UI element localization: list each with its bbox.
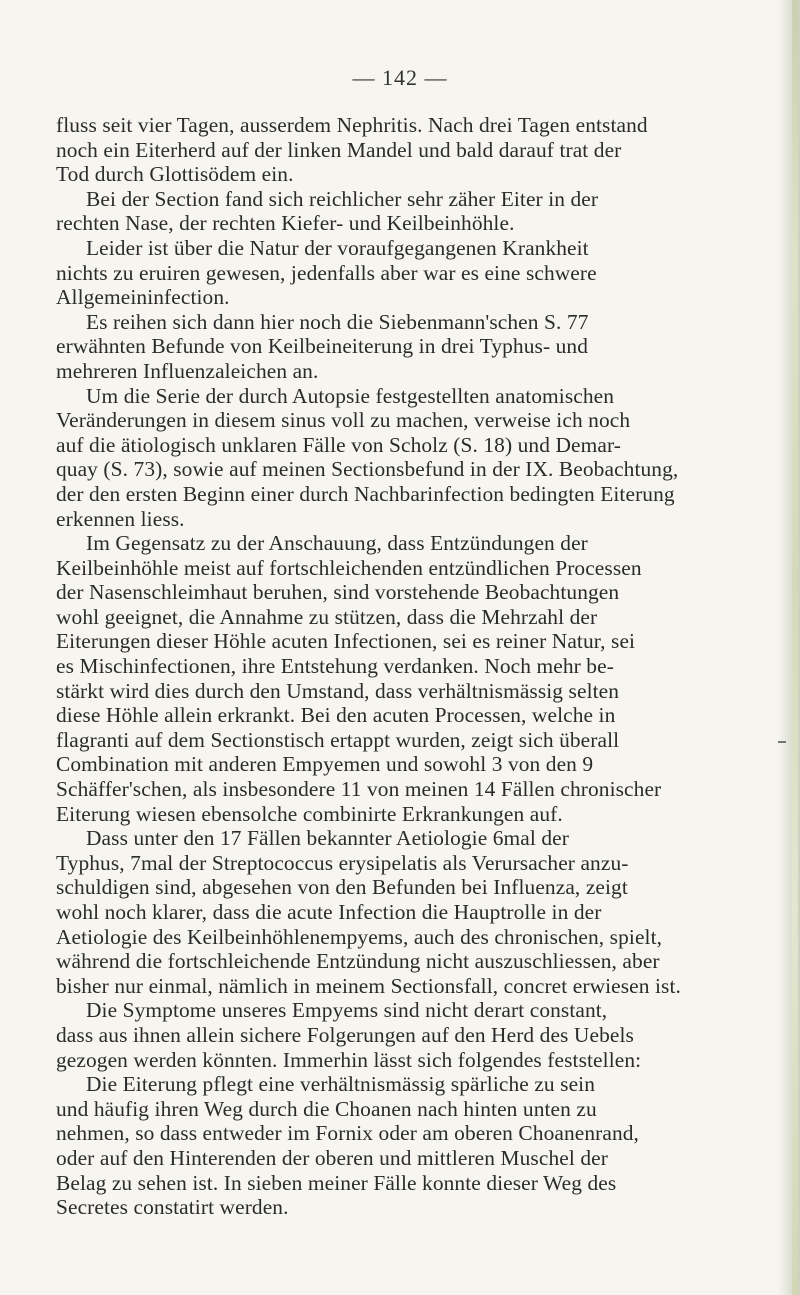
text-line: gezogen werden könnten. Immerhin lässt sich folgendes feststellen: <box>56 1047 642 1072</box>
text-line: nichts zu eruiren gewesen, jedenfalls aber war es eine schwere <box>56 260 597 285</box>
text-line: Typhus, 7mal der Streptococcus erysipelatis als Verursacher anzu- <box>56 850 629 875</box>
text-line: während die fortschleichende Entzündung nicht auszuschliessen, aber <box>56 949 660 974</box>
text-line: Leider ist über die Natur der voraufgegangenen Krankheit <box>86 235 589 260</box>
text-line: oder auf den Hinterenden der oberen und mittleren Muschel der <box>56 1145 608 1170</box>
text-line: erkennen liess. <box>56 506 185 531</box>
page-edge-strip <box>792 0 798 1295</box>
text-line: Aetiologie des Keilbeinhöhlenempyems, auch des chronischen, spielt, <box>56 924 663 949</box>
text-line: auf die ätiologisch unklaren Fälle von Scholz (S. 18) und Demar- <box>56 432 621 457</box>
text-line: Dass unter den 17 Fällen bekannter Aetiologie 6mal der <box>86 826 569 851</box>
text-line: Eiterung wiesen ebensolche combinirte Erkrankungen auf. <box>56 801 563 826</box>
text-line: fluss seit vier Tagen, ausserdem Nephritis. Nach drei Tagen entstand <box>56 113 648 137</box>
text-line: dass aus ihnen allein sichere Folgerungen auf den Herd des Uebels <box>56 1022 634 1047</box>
text-line: schuldigen sind, abgesehen von den Befunden bei Influenza, zeigt <box>56 875 628 900</box>
text-line: Veränderungen in diesem sinus voll zu machen, verweise ich noch <box>56 408 631 433</box>
text-line: Im Gegensatz zu der Anschauung, dass Entzündungen der <box>86 531 588 556</box>
text-line: Um die Serie der durch Autopsie festgestellten anatomischen <box>86 383 615 408</box>
text-line: und häufig ihren Weg durch die Choanen nach hinten unten zu <box>56 1096 597 1121</box>
text-line: bisher nur einmal, nämlich in meinem Sectionsfall, concret erwiesen ist. <box>56 973 681 998</box>
text-line: quay (S. 73), sowie auf meinen Sectionsbefund in der IX. Beobachtung, <box>56 457 679 482</box>
text-line: wohl geeignet, die Annahme zu stützen, dass die Mehrzahl der <box>56 604 598 629</box>
text-line: flagranti auf dem Sectionstisch ertappt wurden, zeigt sich überall <box>56 727 620 752</box>
text-line: Es reihen sich dann hier noch die Siebenmann'schen S. 77 <box>86 309 589 334</box>
page-number: — 142 — <box>352 65 448 90</box>
text-line: nehmen, so dass entweder im Fornix oder am oberen Choanenrand, <box>56 1121 639 1146</box>
body-text <box>56 113 736 1220</box>
text-line: Belag zu sehen ist. In sieben meiner Fälle konnte dieser Weg des <box>56 1170 617 1195</box>
text-line: es Mischinfectionen, ihre Entstehung verdanken. Noch mehr be- <box>56 654 614 679</box>
text-line: Tod durch Glottisödem ein. <box>56 162 294 187</box>
text-line: diese Höhle allein erkrankt. Bei den acuten Processen, welche in <box>56 703 616 728</box>
text-line: Die Symptome unseres Empyems sind nicht derart constant, <box>86 998 608 1023</box>
page-edge-mark <box>778 741 786 743</box>
text-line: erwähnten Befunde von Keilbeineiterung in drei Typhus- und <box>56 334 588 359</box>
text-line: der den ersten Beginn einer durch Nachbarinfection bedingten Eiterung <box>56 481 675 506</box>
text-line: Keilbeinhöhle meist auf fortschleichenden entzündlichen Processen <box>56 555 642 580</box>
text-line: der Nasenschleimhaut beruhen, sind vorstehende Beobachtungen <box>56 580 620 605</box>
text-line: wohl noch klarer, dass die acute Infection die Hauptrolle in der <box>56 900 602 924</box>
text-line: Eiterungen dieser Höhle acuten Infectionen, sei es reiner Natur, sei <box>56 629 636 654</box>
text-line: mehreren Influenzaleichen an. <box>56 358 319 383</box>
text-line: stärkt wird dies durch den Umstand, dass verhältnismässig selten <box>56 678 620 703</box>
text-line: Die Eiterung pflegt eine verhältnismässig spärliche zu sein <box>86 1072 596 1097</box>
text-line: Bei der Section fand sich reichlicher sehr zäher Eiter in der <box>86 186 599 211</box>
text-line: noch ein Eiterherd auf der linken Mandel und bald darauf trat der <box>56 137 622 162</box>
text-line: Secretes constatirt werden. <box>56 1195 289 1220</box>
text-line: rechten Nase, der rechten Kiefer- und Keilbeinhöhle. <box>56 211 515 236</box>
text-line: Combination mit anderen Empyemen und sowohl 3 von den 9 <box>56 752 594 777</box>
text-line: Allgemeininfection. <box>56 285 230 310</box>
text-line: Schäffer'schen, als insbesondere 11 von meinen 14 Fällen chronischer <box>56 777 662 802</box>
